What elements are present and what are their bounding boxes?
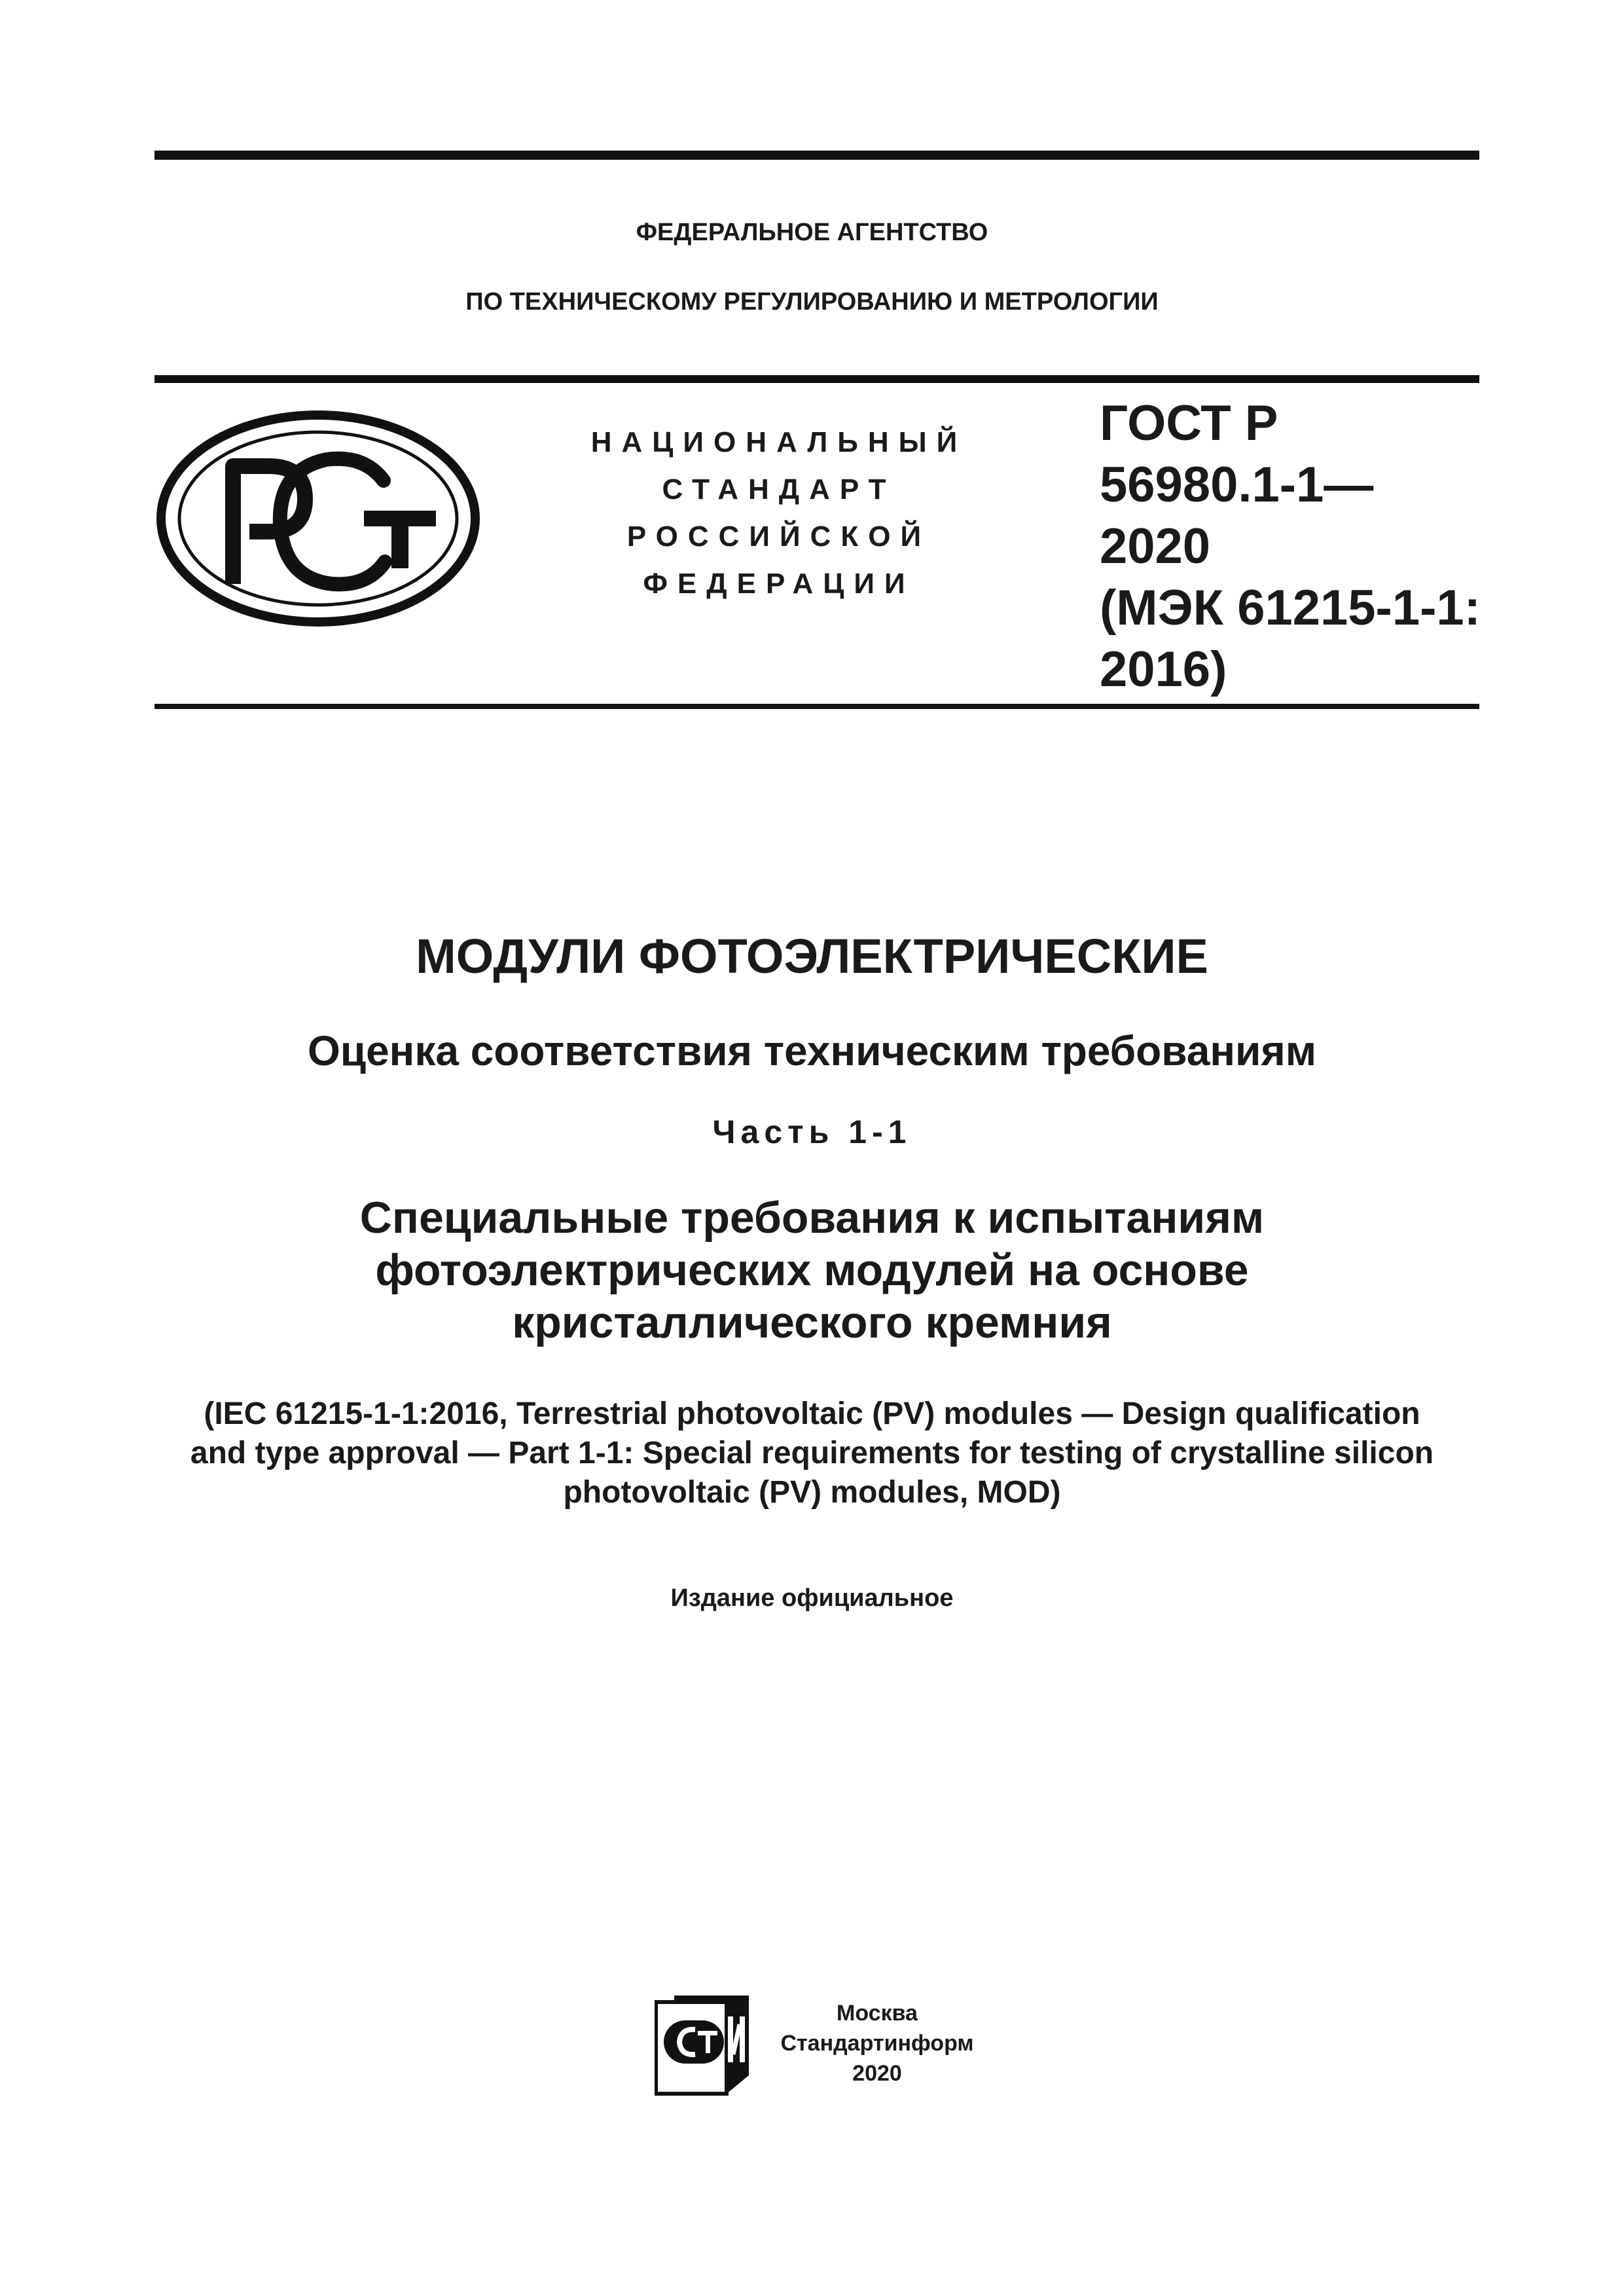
designation-line: 2016) [1100, 642, 1227, 697]
designation-line: ГОСТ Р [1100, 395, 1278, 451]
iec-reference-line: and type approval — Part 1-1: Special requirements for testing of crystalline silicon [190, 1436, 1434, 1470]
header-divider [154, 375, 1479, 383]
national-standard-caption [569, 419, 988, 608]
publisher-block [759, 1998, 995, 2088]
designation-line: 2020 [1100, 519, 1211, 574]
iec-reference-line: photovoltaic (PV) modules, MOD) [563, 1475, 1061, 1510]
national-line: СТАНДАРТ [662, 473, 896, 505]
designation-line: 56980.1-1— [1100, 457, 1374, 513]
rst-emblem-icon [154, 407, 482, 630]
standartinform-logo-icon [655, 1990, 750, 2096]
document-subtitle: Оценка соответствия техническим требованиям [307, 1027, 1317, 1074]
standard-designation [1100, 393, 1492, 701]
designation-line: (МЭК 61215-1-1: [1100, 580, 1481, 636]
agency-line-1: ФЕДЕРАЛЬНОЕ АГЕНТСТВО [636, 219, 988, 246]
top-divider [154, 151, 1479, 160]
part-title [0, 1192, 1624, 1349]
publisher-year: 2020 [852, 2061, 902, 2086]
agency-line-2: ПО ТЕХНИЧЕСКОМУ РЕГУЛИРОВАНИЮ И МЕТРОЛОГИИ [465, 288, 1159, 316]
edition-label: Издание официальное [670, 1584, 954, 1612]
designation-divider [154, 704, 1479, 709]
iec-reference-line: (IEC 61215-1-1:2016, Terrestrial photovoltaic (PV) modules — Design qualification [204, 1396, 1420, 1431]
publisher-name: Стандартинформ [780, 2031, 974, 2056]
national-line: ФЕДЕРАЦИИ [643, 568, 915, 600]
document-title: МОДУЛИ ФОТОЭЛЕКТРИЧЕСКИЕ [416, 929, 1208, 983]
national-line: НАЦИОНАЛЬНЫЙ [590, 426, 967, 458]
part-number: Часть 1-1 [712, 1114, 912, 1150]
part-title-line: Специальные требования к испытаниям [359, 1193, 1265, 1243]
part-title-line: кристаллического кремния [512, 1298, 1112, 1347]
part-title-line: фотоэлектрических модулей на основе [375, 1245, 1249, 1295]
iec-reference [0, 1394, 1624, 1512]
national-line: РОССИЙСКОЙ [626, 520, 931, 553]
publisher-city: Москва [837, 2001, 918, 2026]
